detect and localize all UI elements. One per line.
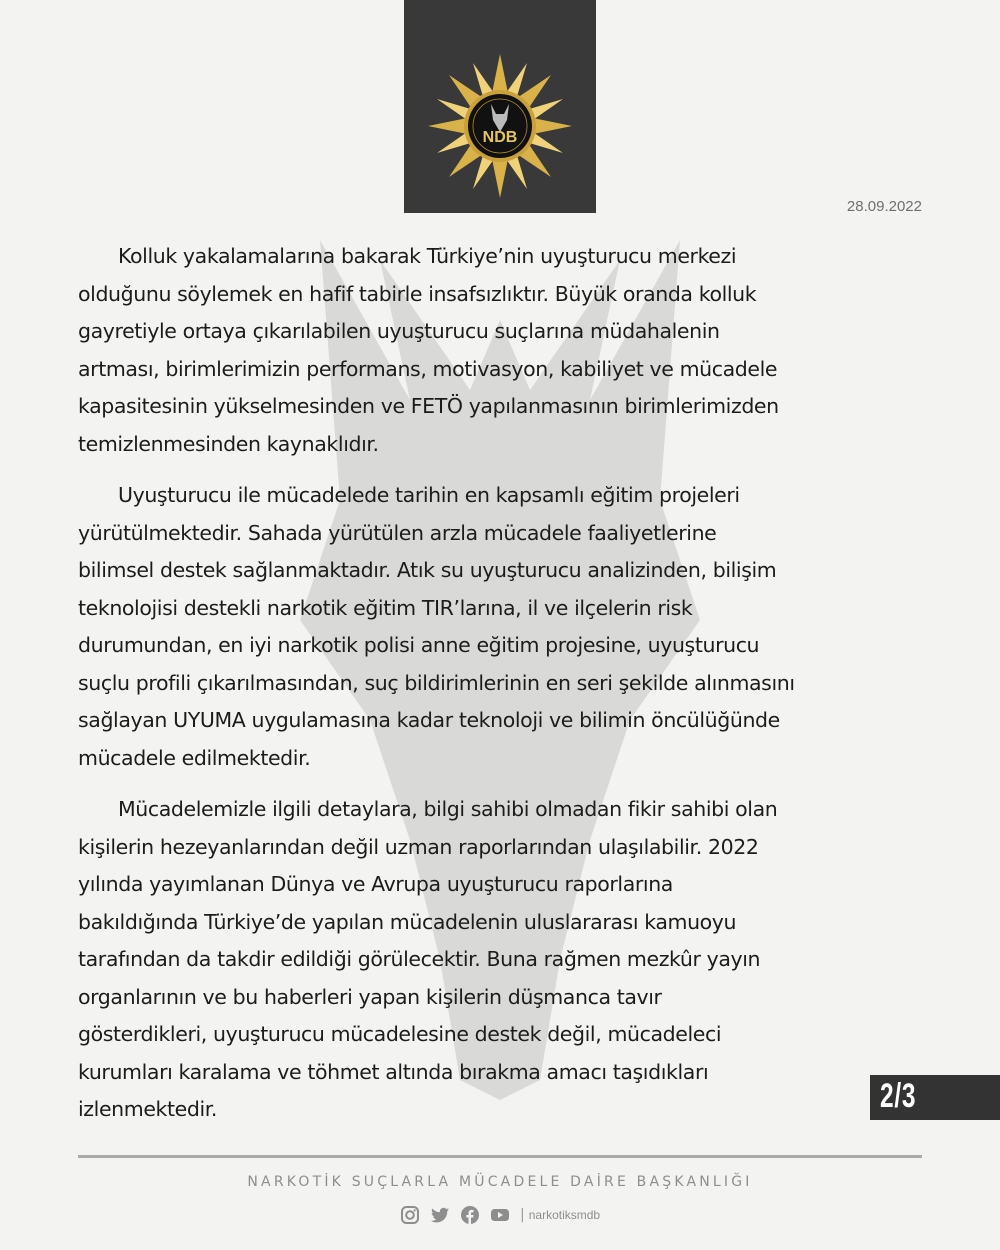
social-handle[interactable]: narkotiksmdb <box>528 1208 601 1222</box>
text-line: gösterdikleri, uyuşturucu mücadelesine destek değil, mücadeleci <box>78 1022 722 1046</box>
page-indicator-text: 2/3 <box>880 1077 917 1115</box>
text-line: yürütülmektedir. Sahada yürütülen arzla mücadele faaliyetlerine <box>78 520 717 545</box>
instagram-icon[interactable] <box>400 1205 420 1225</box>
facebook-icon[interactable] <box>460 1205 480 1225</box>
text-line: teknolojisi destekli narkotik eğitim TIR’larına, il ve ilçelerin risk <box>78 595 693 620</box>
text-line: izlenmektedir. <box>78 1097 218 1121</box>
text-line: artması, birimlerimizin performans, motivasyon, kabiliyet ve mücadele <box>78 356 778 381</box>
text-line: durumundan, en iyi narkotik polisi anne eğitim projesine, uyuşturucu <box>78 633 760 657</box>
social-links <box>400 1204 600 1226</box>
paragraph-1 <box>78 238 938 463</box>
text-line: suçlu profili çıkarılmasından, suç bildirimlerinin en seri şekilde alınmasını <box>78 670 795 695</box>
twitter-icon[interactable] <box>430 1205 450 1225</box>
text-line: Kolluk yakalamalarına bakarak Türkiye’nin uyuşturucu merkezi <box>118 244 737 268</box>
separator: | <box>520 1207 525 1223</box>
statement-body <box>78 238 938 1143</box>
youtube-icon[interactable] <box>490 1205 510 1225</box>
organization-name: NARKOTİK SUÇLARLA MÜCADELE DAİRE BAŞKANLIĞI <box>247 1174 753 1190</box>
ndb-badge-icon <box>426 52 574 200</box>
text-line: tarafından da takdir edildiği görülecektir. Buna rağmen mezkûr yayın <box>78 947 761 971</box>
svg-text:NDB: NDB <box>482 129 518 146</box>
footer-divider <box>78 1155 922 1158</box>
logo-box <box>404 0 596 213</box>
page-indicator <box>870 1075 1000 1120</box>
text-line: yılında yayımlanan Dünya ve Avrupa uyuşturucu raporlarına <box>78 872 673 896</box>
paragraph-2 <box>78 477 938 777</box>
text-line: kişilerin hezeyanlarından değil uzman raporlarından ulaşılabilir. 2022 <box>78 834 759 859</box>
text-line: mücadele edilmektedir. <box>78 745 311 770</box>
text-line: organlarının ve bu haberleri yapan kişilerin düşmanca tavır <box>78 984 662 1009</box>
text-line: bilimsel destek sağlanmaktadır. Atık su uyuşturucu analizinden, bilişim <box>78 558 777 582</box>
text-line: Uyuşturucu ile mücadelede tarihin en kapsamlı eğitim projeleri <box>118 483 740 507</box>
text-line: bakıldığında Türkiye’de yapılan mücadelenin uluslararası kamuoyu <box>78 909 737 934</box>
paragraph-3 <box>78 791 938 1129</box>
text-line: kurumları karalama ve töhmet altında bırakma amacı taşıdıkları <box>78 1059 709 1084</box>
text-line: gayretiyle ortaya çıkarılabilen uyuşturucu suçlarına müdahalenin <box>78 319 720 343</box>
text-line: temizlenmesinden kaynaklıdır. <box>78 431 379 456</box>
text-line: kapasitesinin yükselmesinden ve FETÖ yapılanmasının birimlerimizden <box>78 394 779 418</box>
text-line: sağlayan UYUMA uygulamasına kadar teknoloji ve bilimin öncülüğünde <box>78 708 780 732</box>
publication-date: 28.09.2022 <box>846 198 922 215</box>
text-line: Mücadelemizle ilgili detaylara, bilgi sahibi olmadan fikir sahibi olan <box>118 797 778 821</box>
text-line: olduğunu söylemek en hafif tabirle insafsızlıktır. Büyük oranda kolluk <box>78 281 757 306</box>
